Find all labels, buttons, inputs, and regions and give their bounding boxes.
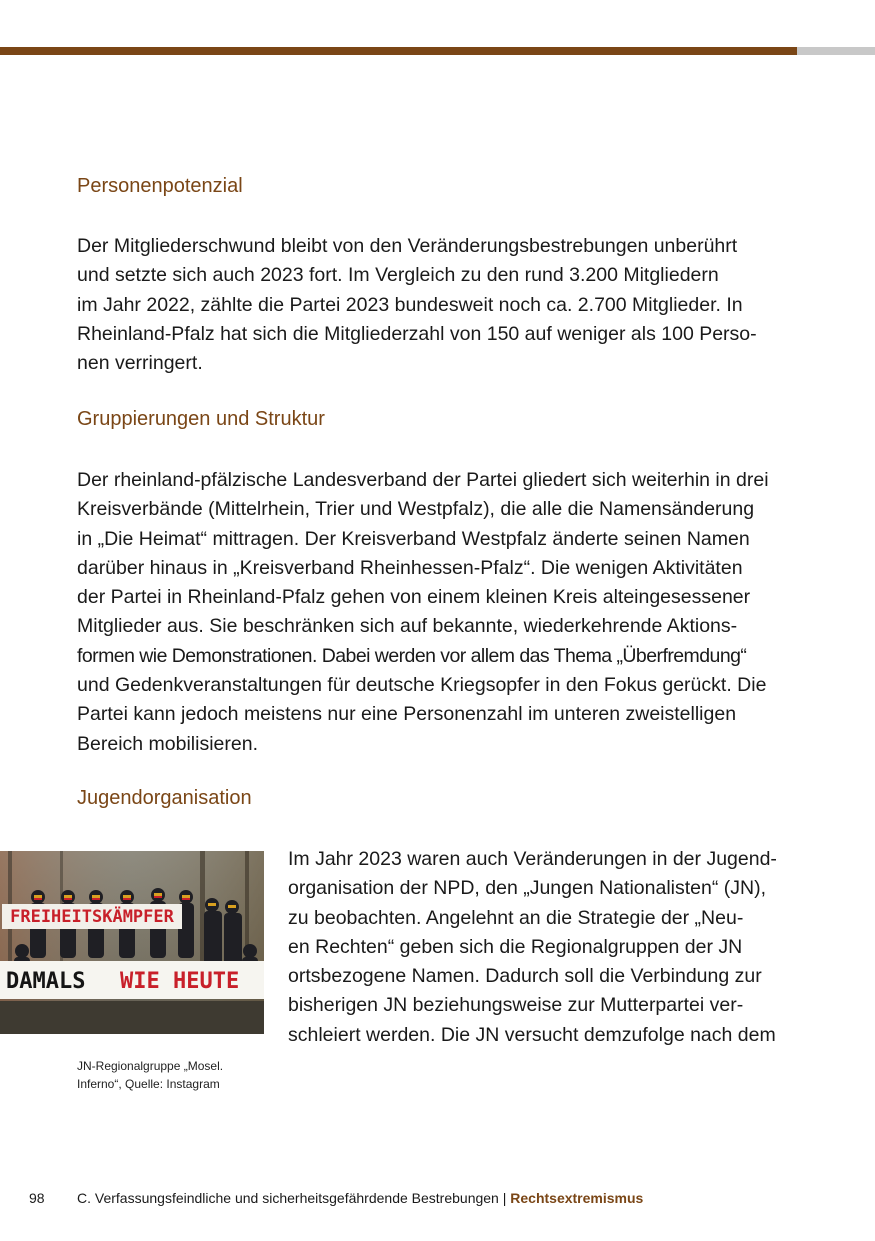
page-number: 98	[29, 1190, 45, 1206]
paragraph-personenpotenzial	[77, 232, 807, 378]
footer-chapter-title: C. Verfassungsfeindliche und sicherheitsgefährdende Bestrebungen |	[77, 1190, 511, 1206]
banner-bottom-text-part1: DAMALS	[6, 969, 86, 994]
photo-jn-banner	[0, 851, 264, 1034]
text-line: ortsbezogene Namen. Dadurch soll die Verbindung zur	[288, 965, 762, 988]
text-line: Rheinland-Pfalz hat sich die Mitgliederzahl von 150 auf weniger als 100 Perso-	[77, 322, 757, 345]
caption-line: Inferno“, Quelle: Instagram	[77, 1077, 220, 1091]
paragraph-jugendorganisation	[288, 845, 803, 1050]
text-line: en Rechten“ geben sich die Regionalgruppen der JN	[288, 935, 743, 958]
text-line: Bereich mobilisieren.	[77, 732, 258, 755]
text-line: formen wie Demonstrationen. Dabei werden vor allem das Thema „Überfremdung“	[77, 644, 747, 667]
text-line: Im Jahr 2023 waren auch Veränderungen in der Jugend-	[288, 848, 777, 870]
text-line: zu beobachten. Angelehnt an die Strategie der „Neu-	[288, 906, 744, 929]
header-accent-bar	[0, 47, 797, 55]
text-line: schleiert werden. Die JN versucht demzufolge nach dem	[288, 1023, 776, 1046]
text-line: Partei kann jedoch meistens nur eine Personenzahl im unteren zweistelligen	[77, 703, 737, 726]
footer-section-title: Rechtsextremismus	[510, 1190, 644, 1206]
heading-jugendorganisation: Jugendorganisation	[77, 787, 252, 809]
text-line: im Jahr 2022, zählte die Partei 2023 bundesweit noch ca. 2.700 Mitglieder. In	[77, 293, 743, 316]
text-line: Der Mitgliederschwund bleibt von den Veränderungsbestrebungen unberührt	[77, 235, 738, 257]
banner-top-text: FREIHEITSKÄMPFER	[10, 907, 174, 927]
footer-chapter	[77, 1190, 643, 1206]
banner-bottom-text-part2: WIE HEUTE	[120, 969, 240, 994]
text-line: und Gedenkveranstaltungen für deutsche Kriegsopfer in den Fokus gerückt. Die	[77, 674, 767, 697]
text-line: nen verringert.	[77, 352, 203, 375]
heading-gruppierungen: Gruppierungen und Struktur	[77, 408, 325, 430]
text-line: und setzte sich auch 2023 fort. Im Vergleich zu den rund 3.200 Mitgliedern	[77, 264, 719, 287]
photo-caption	[77, 1057, 223, 1093]
text-line: in „Die Heimat“ mittragen. Der Kreisverband Westpfalz änderte seinen Namen	[77, 527, 750, 550]
heading-personenpotenzial: Personenpotenzial	[77, 175, 243, 197]
paragraph-gruppierungen	[77, 466, 807, 759]
text-line: Mitglieder aus. Sie beschränken sich auf bekannte, wiederkehrende Aktions-	[77, 615, 738, 638]
caption-line: JN-Regionalgruppe „Mosel.	[77, 1059, 224, 1073]
text-line: Der rheinland-pfälzische Landesverband der Partei gliedert sich weiterhin in drei	[77, 469, 769, 491]
header-grey-bar	[797, 47, 875, 55]
text-line: Kreisverbände (Mittelrhein, Trier und Westpfalz), die alle die Namensänderung	[77, 498, 755, 521]
text-line: organisation der NPD, den „Jungen Nationalisten“ (JN),	[288, 877, 766, 900]
text-line: der Partei in Rheinland-Pfalz gehen von einem kleinen Kreis alteingesessener	[77, 586, 751, 609]
text-line: bisherigen JN beziehungsweise zur Mutterpartei ver-	[288, 994, 744, 1017]
photo-illustration	[0, 851, 264, 1034]
text-line: darüber hinaus in „Kreisverband Rheinhessen-Pfalz“. Die wenigen Aktivitäten	[77, 556, 743, 579]
